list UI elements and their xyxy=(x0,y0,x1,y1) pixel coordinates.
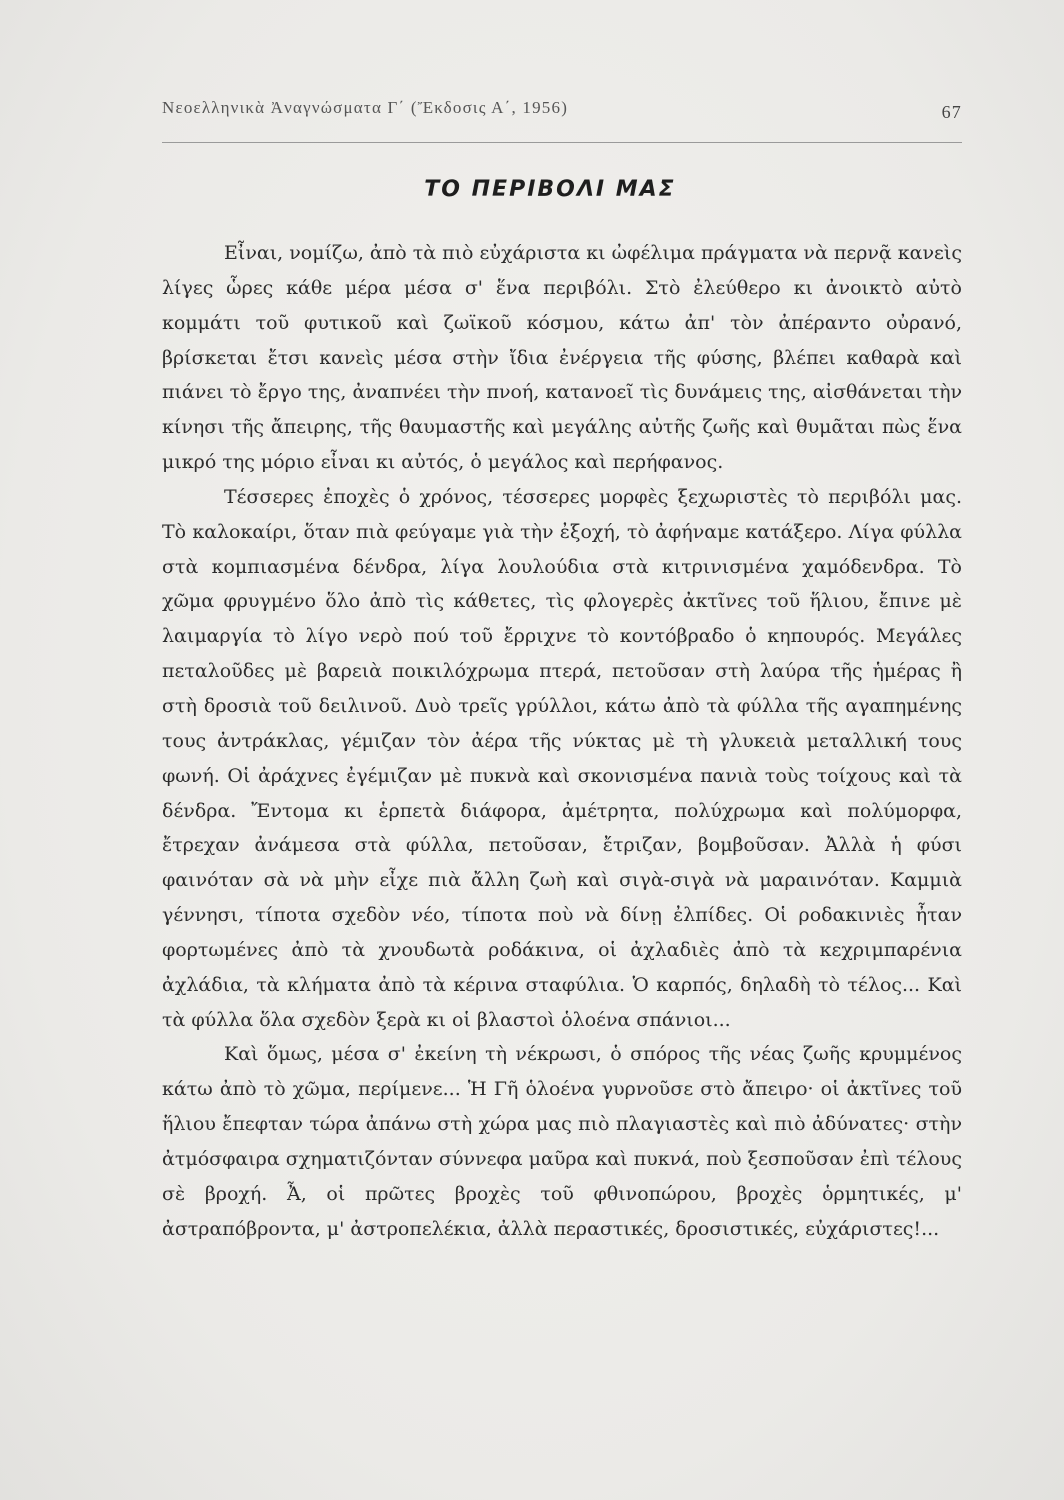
body-text xyxy=(162,236,962,1246)
running-head xyxy=(162,98,962,128)
paragraph-1: Εἶναι, νομίζω, ἀπὸ τὰ πιὸ εὐχάριστα κι ὠφέλιμα πράγματα νὰ περνᾷ κανεὶς λίγες ὧρες κάθε μέρα μέσα σ' ἕνα περιβόλι. Στὸ ἐλεύθερο κι ἀνοικτὸ αὐτὸ κομμάτι τοῦ φυτικοῦ καὶ ζωϊκοῦ κόσμου, κάτω ἀπ' τὸν ἀπέραντο οὐρανό, βρίσκεται ἔτσι κανεὶς μέσα στὴν ἴδια ἐνέργεια τῆς φύσης, βλέπει καθαρὰ καὶ πιάνει τὸ ἔργο της, ἀναπνέει τὴν πνοή, κατανοεῖ τὶς δυνάμεις της, αἰσθάνεται τὴν κίνησι τῆς ἄπειρης, τῆς θαυμαστῆς καὶ μεγάλης αὐτῆς ζωῆς καὶ θυμᾶται πὼς ἕνα μικρό της μόριο εἶναι κι αὐτός, ὁ μεγάλος καὶ περήφανος. xyxy=(162,242,962,474)
header-rule xyxy=(162,142,962,143)
paragraph-3: Καὶ ὅμως, μέσα σ' ἐκείνη τὴ νέκρωσι, ὁ σπόρος τῆς νέας ζωῆς κρυμμένος κάτω ἀπὸ τὸ χῶμα, περίμενε... Ἡ Γῆ ὁλοένα γυρνοῦσε στὸ ἄπειρο· οἱ ἀκτῖνες τοῦ ἥλιου ἔπεφταν τώρα ἀπάνω στὴ χώρα μας πιὸ πλαγιαστὲς καὶ πιὸ ἀδύνατες· στὴν ἀτμόσφαιρα σχηματιζόνταν σύννεφα μαῦρα καὶ πυκνά, ποὺ ξεσποῦσαν ἐπὶ τέλους σὲ βροχή. Ἆ, οἱ πρῶτες βροχὲς τοῦ φθινοπώρου, βροχὲς ὁρμητικές, μ' ἀστραπόβροντα, μ' ἀστροπελέκια, ἀλλὰ περαστικές, δροσιστικές, εὐχάριστες!... xyxy=(162,1043,962,1240)
running-title: Νεοελληνικὰ Ἀναγνώσματα Γ΄ (Ἔκδοσις Α΄, 1956) xyxy=(162,98,569,117)
page-number: 67 xyxy=(941,102,962,122)
chapter-title: ΤΟ ΠΕΡΙΒΟΛΙ ΜΑΣ xyxy=(424,177,676,202)
paragraph-2: Τέσσερες ἐποχὲς ὁ χρόνος, τέσσερες μορφὲς ξεχωριστὲς τὸ περιβόλι μας. Τὸ καλοκαίρι, ὅταν πιὰ φεύγαμε γιὰ τὴν ἐξοχή, τὸ ἀφήναμε κατάξερο. Λίγα φύλλα στὰ κομπιασμένα δένδρα, λίγα λουλούδια στὰ κιτρινισμένα χαμόδενδρα. Τὸ χῶμα φρυγμένο ὅλο ἀπὸ τὶς κάθετες, τὶς φλογερὲς ἀκτῖνες τοῦ ἥλιου, ἔπινε μὲ λαιμαργία τὸ λίγο νερὸ πού τοῦ ἔρριχνε τὸ κοντόβραδο ὁ κηπουρός. Μεγάλες πεταλοῦδες μὲ βαρειὰ ποικιλόχρωμα πτερά, πετοῦσαν στὴ λαύρα τῆς ἡμέρας ἢ στὴ δροσιὰ τοῦ δειλινοῦ. Δυὸ τρεῖς γρύλλοι, κάτω ἀπὸ τὰ φύλλα τῆς αγαπημένης τους ἀντράκλας, γέμιζαν τὸν ἀέρα τῆς νύκτας μὲ τὴ γλυκειὰ μεταλλική τους φωνή. Οἱ ἀράχνες ἐγέμιζαν μὲ πυκνὰ καὶ σκονισμένα πανιὰ τοὺς τοίχους καὶ τὰ δένδρα. Ἔντομα κι ἑρπετὰ διάφορα, ἀμέτρητα, πολύχρωμα καὶ πολύμορφα, ἔτρεχαν ἀνάμεσα στὰ φύλλα, πετοῦσαν, ἔτριζαν, βομβοῦσαν. Ἀλλὰ ἡ φύσι φαινόταν σὰ νὰ μὴν εἶχε πιὰ ἄλλη ζωὴ καὶ σιγὰ-σιγὰ νὰ μαραινόταν. Καμμιὰ γέννησι, τίποτα σχεδὸν νέο, τίποτα ποὺ νὰ δίνῃ ἐλπίδες. Οἱ ροδακινιὲς ἦταν φορτωμένες ἀπὸ τὰ χνουδωτὰ ροδάκινα, οἱ ἀχλαδιὲς ἀπὸ τὰ κεχριμπαρένια ἀχλάδια, τὰ κλήματα ἀπὸ τὰ κέρινα σταφύλια. Ὁ καρπός, δηλαδὴ τὸ τέλος... Καὶ τὰ φύλλα ὅλα σχεδὸν ξερὰ κι οἱ βλαστοὶ ὁλοένα σπάνιοι... xyxy=(162,485,962,1031)
